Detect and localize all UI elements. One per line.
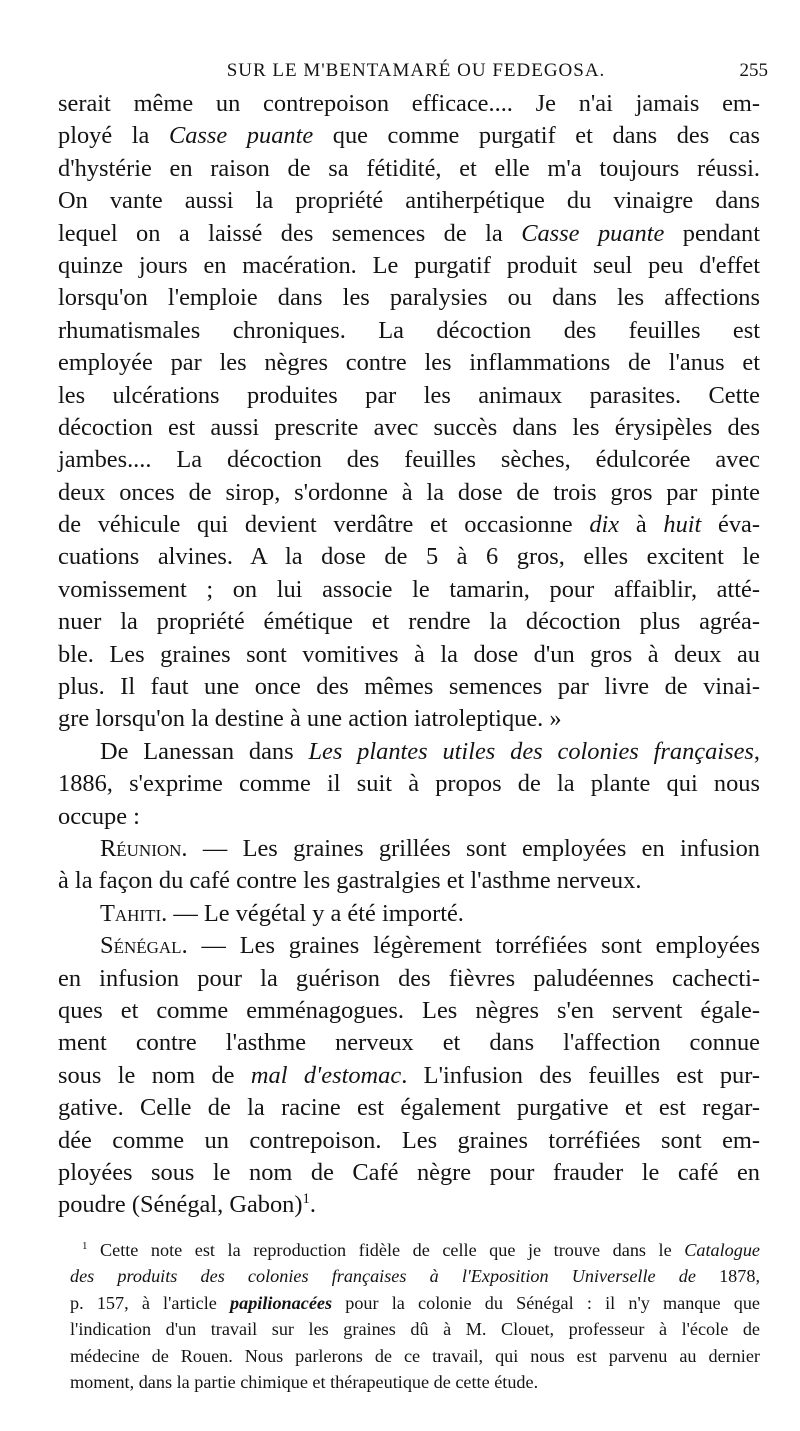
body-line: en infusion pour la guérison des fièvres paludéennes cachecti- bbox=[58, 964, 760, 992]
body-line: Sénégal. — Les graines légèrement torréfiées sont employées bbox=[100, 932, 760, 960]
body-line: gre lorsqu'on la destine à une action iatroleptique. » bbox=[58, 705, 562, 733]
footnote-line: moment, dans la partie chimique et thérapeutique de cette étude. bbox=[70, 1371, 539, 1392]
body-line: sous le nom de mal d'estomac. L'infusion des feuilles est pur- bbox=[58, 1061, 760, 1089]
body-text bbox=[58, 88, 760, 1222]
body-line: lorsqu'on l'emploie dans les paralysies ou dans les affections bbox=[58, 284, 760, 312]
body-line: On vante aussi la propriété antiherpétique du vinaigre dans bbox=[58, 187, 760, 215]
body-line: lequel on a laissé des semences de la Casse puante pendant bbox=[58, 219, 760, 247]
body-line: dée comme un contrepoison. Les graines torréfiées sont em- bbox=[58, 1126, 760, 1154]
body-line: plus. Il faut une once des mêmes semences par livre de vinai- bbox=[58, 673, 760, 701]
body-line: nuer la propriété émétique et rendre la décoction plus agréa- bbox=[58, 608, 760, 636]
body-line: cuations alvines. A la dose de 5 à 6 gros, elles excitent le bbox=[58, 543, 760, 571]
footnote-line: médecine de Rouen. Nous parlerons de ce travail, qui nous est parvenu au dernier bbox=[70, 1345, 760, 1366]
body-line: deux onces de sirop, s'ordonne à la dose de trois gros par pinte bbox=[58, 478, 760, 506]
body-line: décoction est aussi prescrite avec succès dans les érysipèles des bbox=[58, 413, 760, 441]
page-number: 255 bbox=[739, 60, 768, 81]
running-head bbox=[62, 58, 770, 86]
body-line: à la façon du café contre les gastralgies et l'asthme nerveux. bbox=[58, 867, 642, 895]
body-line: ment contre l'asthme nerveux et dans l'affection connue bbox=[58, 1029, 760, 1057]
body-line: serait même un contrepoison efficace.... Je n'ai jamais em- bbox=[58, 90, 760, 117]
body-line: d'hystérie en raison de sa fétidité, et elle m'a toujours réussi. bbox=[58, 154, 760, 182]
body-line: Réunion. — Les graines grillées sont employées en infusion bbox=[100, 834, 760, 862]
body-line: vomissement ; on lui associe le tamarin, pour affaiblir, atté- bbox=[58, 575, 760, 603]
body-line: ble. Les graines sont vomitives à la dose d'un gros à deux au bbox=[58, 640, 760, 668]
body-line: poudre (Sénégal, Gabon)$^1$. bbox=[58, 1191, 316, 1219]
footnote-line: des produits des colonies françaises à l'Exposition Universelle de 1878, bbox=[70, 1266, 761, 1287]
body-line: ployées sous le nom de Café nègre pour frauder le café en bbox=[58, 1158, 760, 1186]
footnote-line: $^1$ Cette note est la reproduction fidèle de celle que je trouve dans le Catalogue bbox=[82, 1239, 760, 1260]
body-line: gative. Celle de la racine est également purgative et est regar- bbox=[58, 1094, 760, 1122]
body-line: les ulcérations produites par les animaux parasites. Cette bbox=[58, 381, 760, 409]
body-line: rhumatismales chroniques. La décoction des feuilles est bbox=[58, 316, 760, 344]
footnote-line: l'indication d'un travail sur les graines dû à M. Clouet, professeur à l'école de bbox=[70, 1319, 760, 1340]
body-line: De Lanessan dans Les plantes utiles des colonies françaises, bbox=[100, 737, 760, 765]
body-line: quinze jours en macération. Le purgatif produit seul peu d'effet bbox=[58, 251, 760, 279]
body-line: ployé la Casse puante que comme purgatif et dans des cas bbox=[58, 122, 760, 150]
body-line: occupe : bbox=[58, 802, 140, 830]
footnotes bbox=[70, 1237, 760, 1395]
running-title: SUR LE M'BENTAMARÉ OU FEDEGOSA. bbox=[226, 60, 606, 81]
body-line: employée par les nègres contre les inflammations de l'anus et bbox=[58, 349, 760, 377]
body-line: ques et comme emménagogues. Les nègres s'en servent égale- bbox=[58, 996, 760, 1024]
footnote-line: p. 157, à l'article papilionacées pour la colonie du Sénégal : il n'y manque que bbox=[70, 1292, 760, 1313]
body-line: jambes.... La décoction des feuilles sèches, édulcorée avec bbox=[58, 446, 760, 474]
body-line: Tahiti. — Le végétal y a été importé. bbox=[100, 899, 464, 927]
body-line: 1886, s'exprime comme il suit à propos de la plante qui nous bbox=[58, 770, 760, 798]
body-line: de véhicule qui devient verdâtre et occasionne dix à huit éva- bbox=[58, 511, 760, 539]
